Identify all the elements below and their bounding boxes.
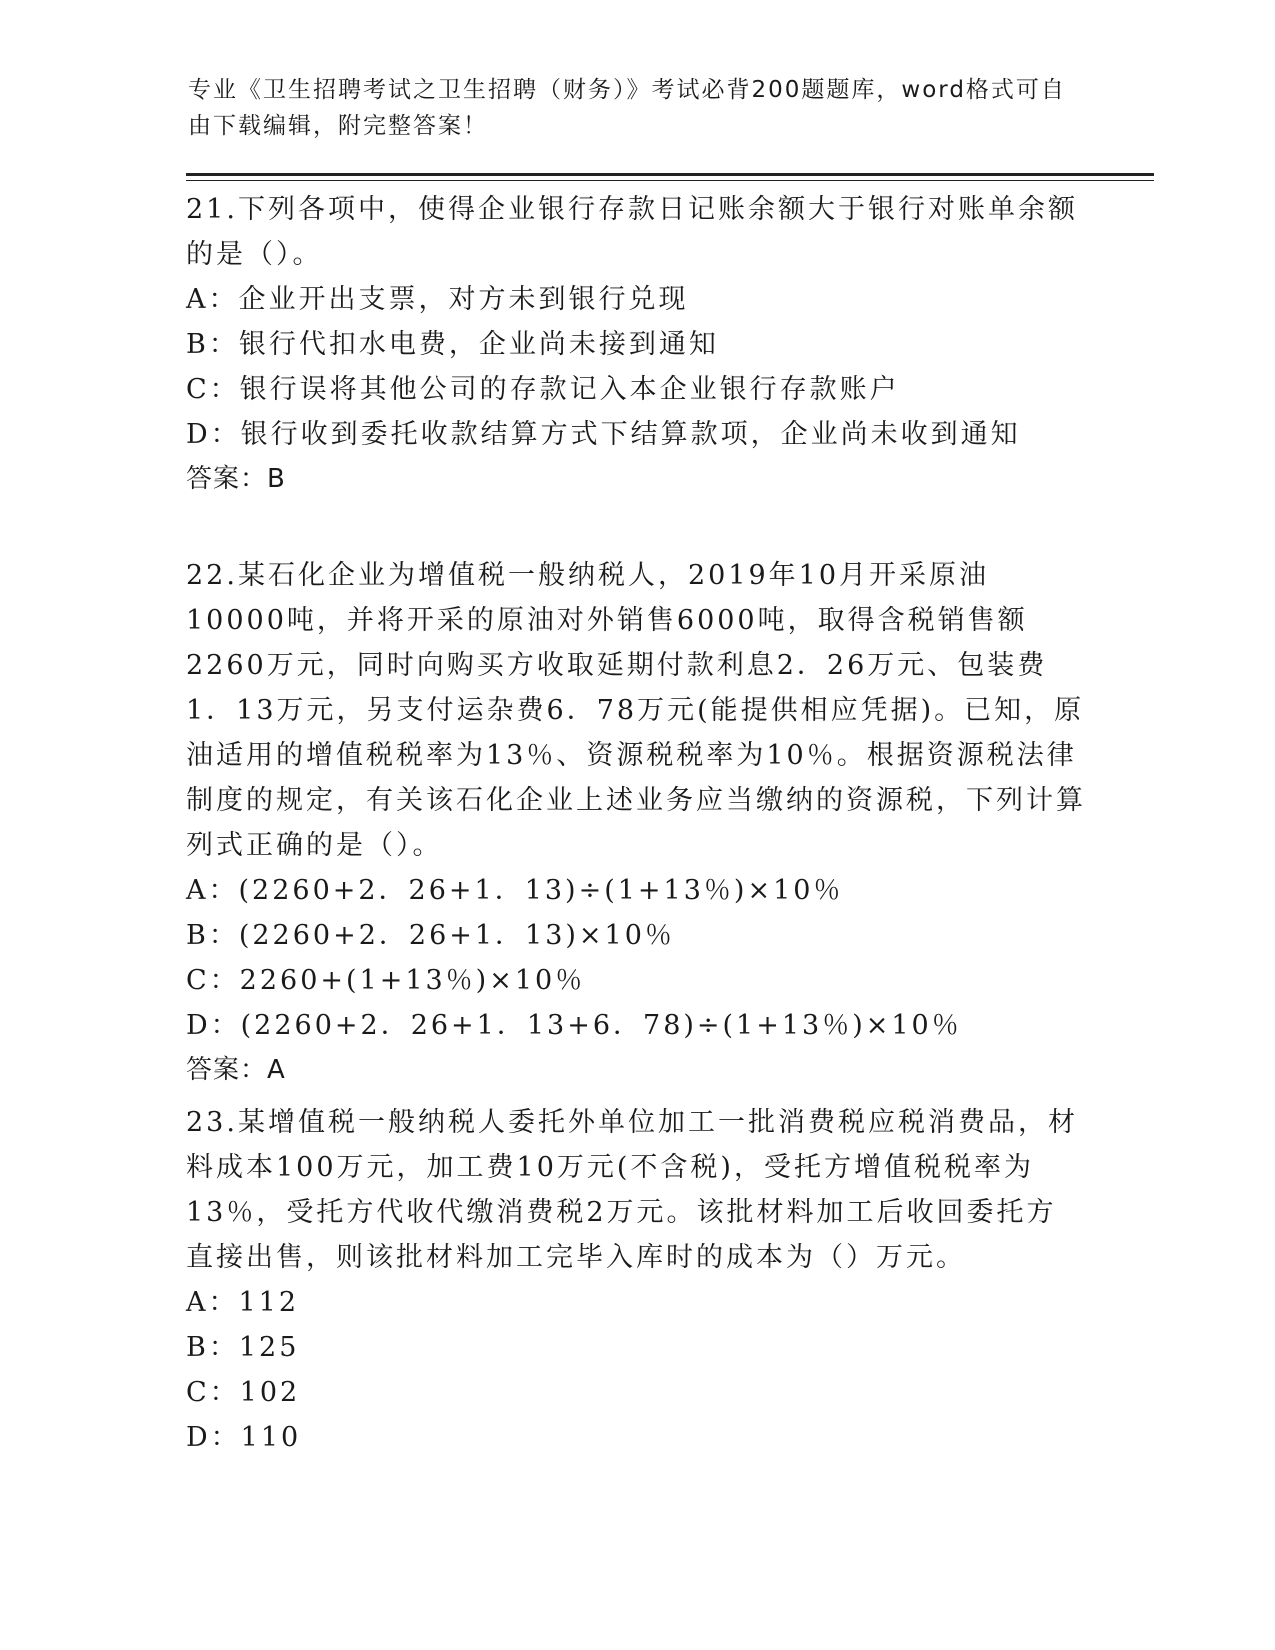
option-a: A：(2260+2．26+1．13)÷(1+13％)×10％	[186, 875, 844, 906]
header-divider-thin	[186, 180, 1154, 181]
question-stem: 23.某增值税一般纳税人委托外单位加工一批消费税应税消费品，材料成本100万元，加工费10万元(不含税)，受托方增值税税率为13％，受托方代收代缴消费税2万元。该批材料加工后收回委托方直接出售，则该批材料加工完毕入库时的成本为（）万元。	[186, 1107, 1078, 1273]
answer: 答案：A	[186, 1055, 286, 1085]
option-b: B：银行代扣水电费，企业尚未接到通知	[186, 329, 719, 360]
option-a: A：112	[186, 1287, 300, 1318]
option-d: D：(2260+2．26+1．13+6．78)÷(1+13％)×10％	[186, 1010, 962, 1041]
option-c: C：102	[186, 1377, 301, 1408]
answer: 答案：B	[186, 464, 286, 494]
option-c: C：银行误将其他公司的存款记入本企业银行存款账户	[186, 374, 900, 405]
question-23	[186, 1100, 1086, 1460]
option-d: D：银行收到委托收款结算方式下结算款项，企业尚未收到通知	[186, 419, 1021, 450]
option-d: D：110	[186, 1422, 302, 1453]
document-header: 专业《卫生招聘考试之卫生招聘（财务）》考试必背200题题库，word格式可自由下载编辑，附完整答案！	[188, 77, 1066, 139]
option-b: B：125	[186, 1332, 300, 1363]
option-c: C：2260+(1+13％)×10％	[186, 965, 586, 996]
question-22	[186, 553, 1086, 1093]
question-21	[186, 187, 1086, 502]
header-divider-thick	[186, 173, 1154, 176]
option-b: B：(2260+2．26+1．13)×10％	[186, 920, 675, 951]
question-stem: 22.某石化企业为增值税一般纳税人，2019年10月开采原油10000吨，并将开采的原油对外销售6000吨，取得含税销售额2260万元，同时向购买方收取延期付款利息2．26万元、包装费1．13万元，另支付运杂费6．78万元(能提供相应凭据)。已知，原油适用的增值税税率为13％、资源税税率为10％。根据资源税法律制度的规定，有关该石化企业上述业务应当缴纳的资源税，下列计算列式正确的是（）。	[186, 560, 1086, 861]
option-a: A：企业开出支票，对方未到银行兑现	[186, 284, 689, 315]
question-stem: 21.下列各项中，使得企业银行存款日记账余额大于银行对账单余额的是（）。	[186, 194, 1078, 270]
